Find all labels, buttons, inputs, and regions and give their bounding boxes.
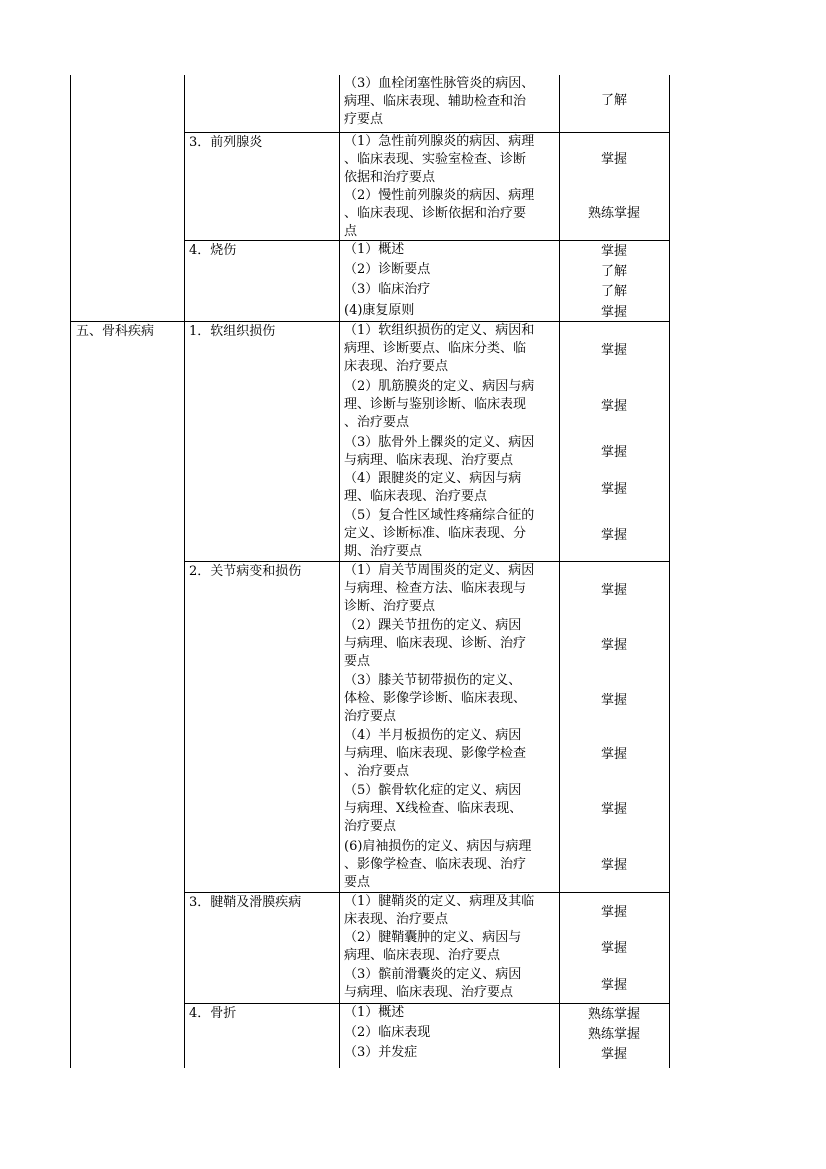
mastery-level: 掌握 [600,244,627,259]
item-text-line: 依据和治疗要点 [344,170,436,185]
mastery-level: 了解 [600,284,627,299]
item-text-line: 与病理、临床表现、治疗要点 [344,453,514,468]
mastery-level: 掌握 [600,905,627,920]
item-text-line: 治疗要点 [344,709,397,724]
topic-divider [184,240,669,241]
mastery-level: 掌握 [600,1047,627,1062]
item-text-line: 、临床表现、诊断依据和治疗要 [344,206,527,221]
item-text-line: 期、治疗要点 [344,544,423,559]
column-divider-1 [184,75,185,1068]
item-text-line: 与病理、临床表现、影像学检查 [344,746,527,761]
item-text-line: 理、诊断与鉴别诊断、临床表现 [344,397,527,412]
mastery-level: 掌握 [600,978,627,993]
item-text-line: 要点 [344,875,371,890]
item-text-line: 病理、临床表现、治疗要点 [344,948,501,963]
column-divider-2 [339,75,340,1068]
item-text-line: （5）复合性区域性疼痛综合征的 [344,508,535,523]
item-text-line: （3）临床治疗 [344,282,431,297]
item-text-line: 要点 [344,654,371,669]
mastery-level: 掌握 [600,941,627,956]
topic-title: 4．烧伤 [189,243,237,258]
item-text-line: （3）血栓闭塞性脉管炎的病因、 [344,76,535,91]
mastery-level: 掌握 [600,399,627,414]
item-text-line: (4)康复原则 [344,303,415,318]
topic-divider [184,1003,669,1004]
topic-title: 3．腱鞘及滑膜疾病 [189,895,302,910]
item-text-line: （5）髌骨软化症的定义、病因 [344,783,522,798]
item-text-line: 病理、临床表现、辅助检查和治 [344,94,527,109]
item-text-line: （2）肌筋膜炎的定义、病因与病 [344,379,535,394]
topic-title: 3．前列腺炎 [189,135,263,150]
item-text-line: （1）肩关节周围炎的定义、病因 [344,563,535,578]
mastery-level: 掌握 [600,638,627,653]
topic-title: 2．关节病变和损伤 [189,564,302,579]
item-text-line: 床表现、治疗要点 [344,912,449,927]
item-text-line: 与病理、X线检查、临床表现、 [344,801,523,816]
item-text-line: 体检、影像学诊断、临床表现、 [344,691,527,706]
mastery-level: 掌握 [600,528,627,543]
item-text-line: 与病理、临床表现、治疗要点 [344,985,514,1000]
item-text-line: （1）急性前列腺炎的病因、病理 [344,134,535,149]
item-text-line: （3）肱骨外上髁炎的定义、病因 [344,435,535,450]
item-text-line: 治疗要点 [344,819,397,834]
item-text-line: 点 [344,224,358,239]
item-text-line: （1）腱鞘炎的定义、病理及其临 [344,894,535,909]
item-text-line: 与病理、临床表现、诊断、治疗 [344,636,527,651]
mastery-level: 掌握 [600,693,627,708]
item-text-line: （4）半月板损伤的定义、病因 [344,728,522,743]
mastery-level: 掌握 [600,858,627,873]
item-text-line: 、治疗要点 [344,764,410,779]
mastery-level: 掌握 [600,305,627,320]
mastery-level: 了解 [600,93,627,108]
topic-title: 1．软组织损伤 [189,324,276,339]
mastery-level: 熟练掌握 [587,206,640,221]
item-text-line: （3）膝关节韧带损伤的定义、 [344,673,522,688]
item-text-line: 理、临床表现、治疗要点 [344,489,488,504]
mastery-level: 熟练掌握 [587,1027,640,1042]
item-text-line: （4）跟腱炎的定义、病因与病 [344,471,522,486]
mastery-level: 掌握 [600,583,627,598]
item-text-line: （2）踝关节扭伤的定义、病因 [344,618,522,633]
item-text-line: 、临床表现、实验室检查、诊断 [344,152,527,167]
item-text-line: （3）髌前滑囊炎的定义、病因 [344,967,522,982]
item-text-line: （1）软组织损伤的定义、病因和 [344,323,535,338]
item-text-line: （3）并发症 [344,1045,418,1060]
item-text-line: （1）概述 [344,1005,405,1020]
item-text-line: 与病理、检查方法、临床表现与 [344,581,527,596]
item-text-line: 病理、诊断要点、临床分类、临 [344,341,527,356]
item-text-line: （1）概述 [344,242,405,257]
mastery-level: 掌握 [600,445,627,460]
category-label: 五、骨科疾病 [76,324,155,339]
item-text-line: （2）诊断要点 [344,262,431,277]
item-text-line: (6)肩袖损伤的定义、病因与病理 [344,839,532,854]
table-right-border [669,75,670,1068]
mastery-level: 掌握 [600,482,627,497]
mastery-level: 掌握 [600,802,627,817]
item-text-line: （2）慢性前列腺炎的病因、病理 [344,188,535,203]
item-text-line: 定义、诊断标准、临床表现、分 [344,526,527,541]
item-text-line: （2）腱鞘囊肿的定义、病因与 [344,930,522,945]
mastery-level: 熟练掌握 [587,1007,640,1022]
item-text-line: 、影像学检查、临床表现、治疗 [344,857,527,872]
item-text-line: 床表现、治疗要点 [344,359,449,374]
item-text-line: 诊断、治疗要点 [344,599,436,614]
mastery-level: 掌握 [600,343,627,358]
mastery-level: 掌握 [600,152,627,167]
mastery-level: 了解 [600,264,627,279]
item-text-line: 、治疗要点 [344,415,410,430]
item-text-line: （2）临床表现 [344,1025,431,1040]
mastery-level: 掌握 [600,747,627,762]
topic-title: 4．骨折 [189,1006,237,1021]
table-left-border [70,75,71,1068]
item-text-line: 疗要点 [344,112,384,127]
